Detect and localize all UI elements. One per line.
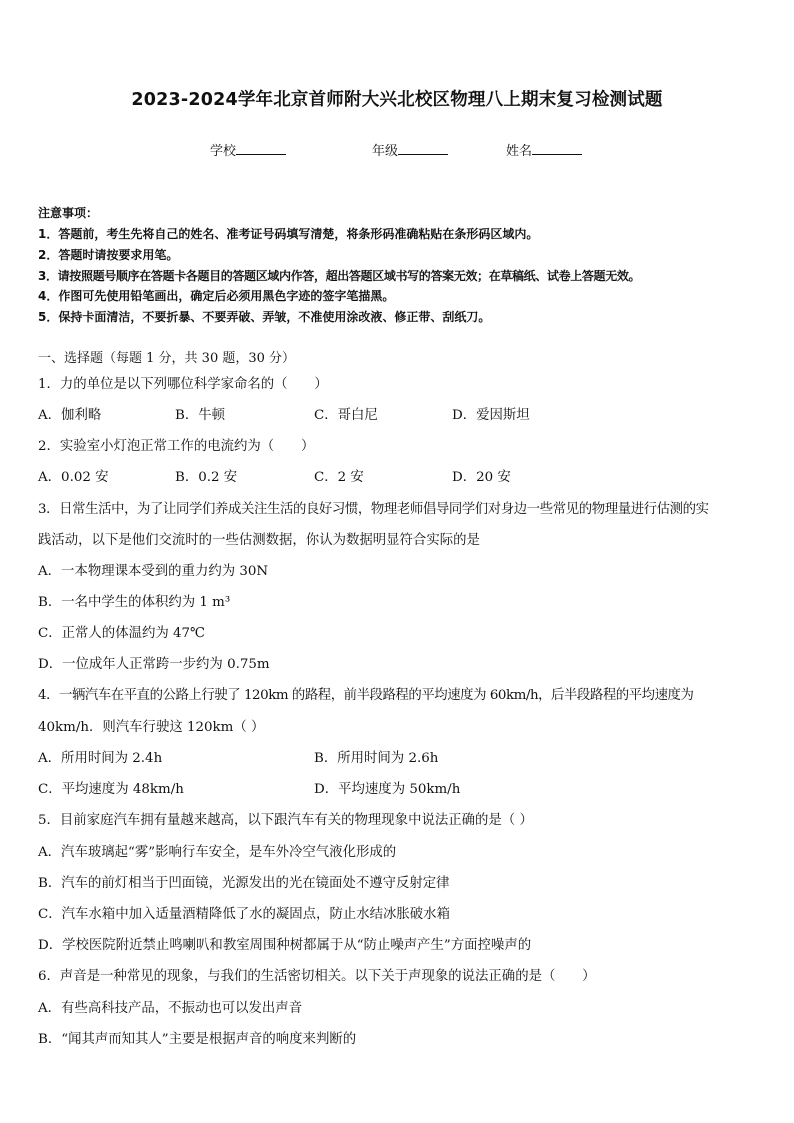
option-row: [38, 747, 760, 767]
option-a[interactable]: A．有些高科技产品，不振动也可以发出声音: [38, 1001, 303, 1016]
question-stem: 5．目前家庭汽车拥有量越来越高，以下跟汽车有关的物理现象中说法正确的是（ ）: [38, 813, 533, 828]
option-b[interactable]: B．一名中学生的体积约为 1 m³: [38, 595, 231, 610]
question-stem-continued: 40km/h．则汽车行驶这 120km（ ）: [38, 720, 265, 735]
option-a[interactable]: A．0.02 安: [38, 470, 109, 485]
student-info-row: [0, 140, 794, 160]
note-item: 4．作图可先使用铅笔画出，确定后必须用黑色字迹的签字笔描黑。: [38, 289, 395, 304]
option-c[interactable]: C．正常人的体温约为 47℃: [38, 626, 206, 641]
option-b[interactable]: B．所用时间为 2.6h: [314, 751, 439, 766]
option-d[interactable]: D．一位成年人正常跨一步约为 0.75m: [38, 657, 270, 672]
note-item: 5．保持卡面清洁，不要折暴、不要弄破、弄皱，不准使用涂改液、修正带、刮纸刀。: [38, 310, 491, 325]
option-a[interactable]: A．伽利略: [38, 408, 102, 423]
option-b[interactable]: B．0.2 安: [175, 470, 238, 485]
page-title: 2023-2024学年北京首师附大兴北校区物理八上期末复习检测试题: [131, 90, 663, 110]
school-label: 学校: [210, 144, 237, 159]
option-d[interactable]: D．20 安: [452, 470, 511, 485]
notes-heading: 注意事项：: [38, 206, 99, 220]
option-row: [38, 404, 760, 424]
option-row: [38, 778, 760, 798]
name-blank[interactable]: [532, 141, 582, 155]
notes-block: [38, 203, 768, 328]
note-item: 2．答题时请按要求用笔。: [38, 247, 179, 262]
question-stem: 2．实验室小灯泡正常工作的电流约为（ ）: [38, 439, 315, 454]
option-b[interactable]: B．汽车的前灯相当于凹面镜，光源发出的光在镜面处不遵守反射定律: [38, 876, 450, 891]
option-c[interactable]: C．汽车水箱中加入适量酒精降低了水的凝固点，防止水结冰胀破水箱: [38, 907, 450, 922]
option-a[interactable]: A．一本物理课本受到的重力约为 30N: [38, 564, 269, 579]
option-d[interactable]: D．学校医院附近禁止鸣喇叭和教室周围种树都属于从“防止噪声产生”方面控噪声的: [38, 938, 532, 953]
section-heading: 一、选择题（每题 1 分，共 30 题，30 分）: [38, 351, 296, 366]
note-item: 1．答题前，考生先将自己的姓名、准考证号码填写清楚，将条形码准确粘贴在条形码区域内。: [38, 227, 539, 241]
grade-field: [372, 140, 448, 159]
school-blank[interactable]: [236, 141, 286, 155]
grade-blank[interactable]: [398, 141, 448, 155]
question-stem: 4．一辆汽车在平直的公路上行驶了 120km 的路程，前半段路程的平均速度为 60km/h，后半段路程的平均速度为: [38, 688, 694, 703]
name-field: [506, 140, 582, 159]
school-field: [210, 140, 286, 159]
option-b[interactable]: B．牛顿: [175, 408, 226, 423]
name-label: 姓名: [506, 144, 533, 159]
question-stem: 3．日常生活中，为了让同学们养成关注生活的良好习惯，物理老师倡导同学们对身边一些常见的物理量进行估测的实: [38, 502, 709, 517]
option-a[interactable]: A．所用时间为 2.4h: [38, 751, 163, 766]
option-c[interactable]: C．平均速度为 48km/h: [38, 782, 184, 797]
option-d[interactable]: D．平均速度为 50km/h: [314, 782, 461, 797]
option-a[interactable]: A．汽车玻璃起“雾”影响行车安全，是车外冷空气液化形成的: [38, 845, 397, 860]
question-stem: 6．声音是一种常见的现象，与我们的生活密切相关。以下关于声现象的说法正确的是（ ）: [38, 969, 596, 984]
option-b[interactable]: B．“闻其声而知其人”主要是根据声音的响度来判断的: [38, 1032, 357, 1047]
option-d[interactable]: D．爱因斯坦: [452, 408, 530, 423]
question-stem-continued: 践活动，以下是他们交流时的一些估测数据，你认为数据明显符合实际的是: [38, 533, 480, 548]
question-stem: 1．力的单位是以下列哪位科学家命名的（ ）: [38, 377, 328, 392]
note-item: 3．请按照题号顺序在答题卡各题目的答题区域内作答，超出答题区域书写的答案无效；在草稿纸、试卷上答题无效。: [38, 268, 641, 283]
option-c[interactable]: C．哥白尼: [314, 408, 378, 423]
grade-label: 年级: [372, 144, 399, 159]
option-row: [38, 466, 760, 486]
option-c[interactable]: C．2 安: [314, 470, 364, 485]
